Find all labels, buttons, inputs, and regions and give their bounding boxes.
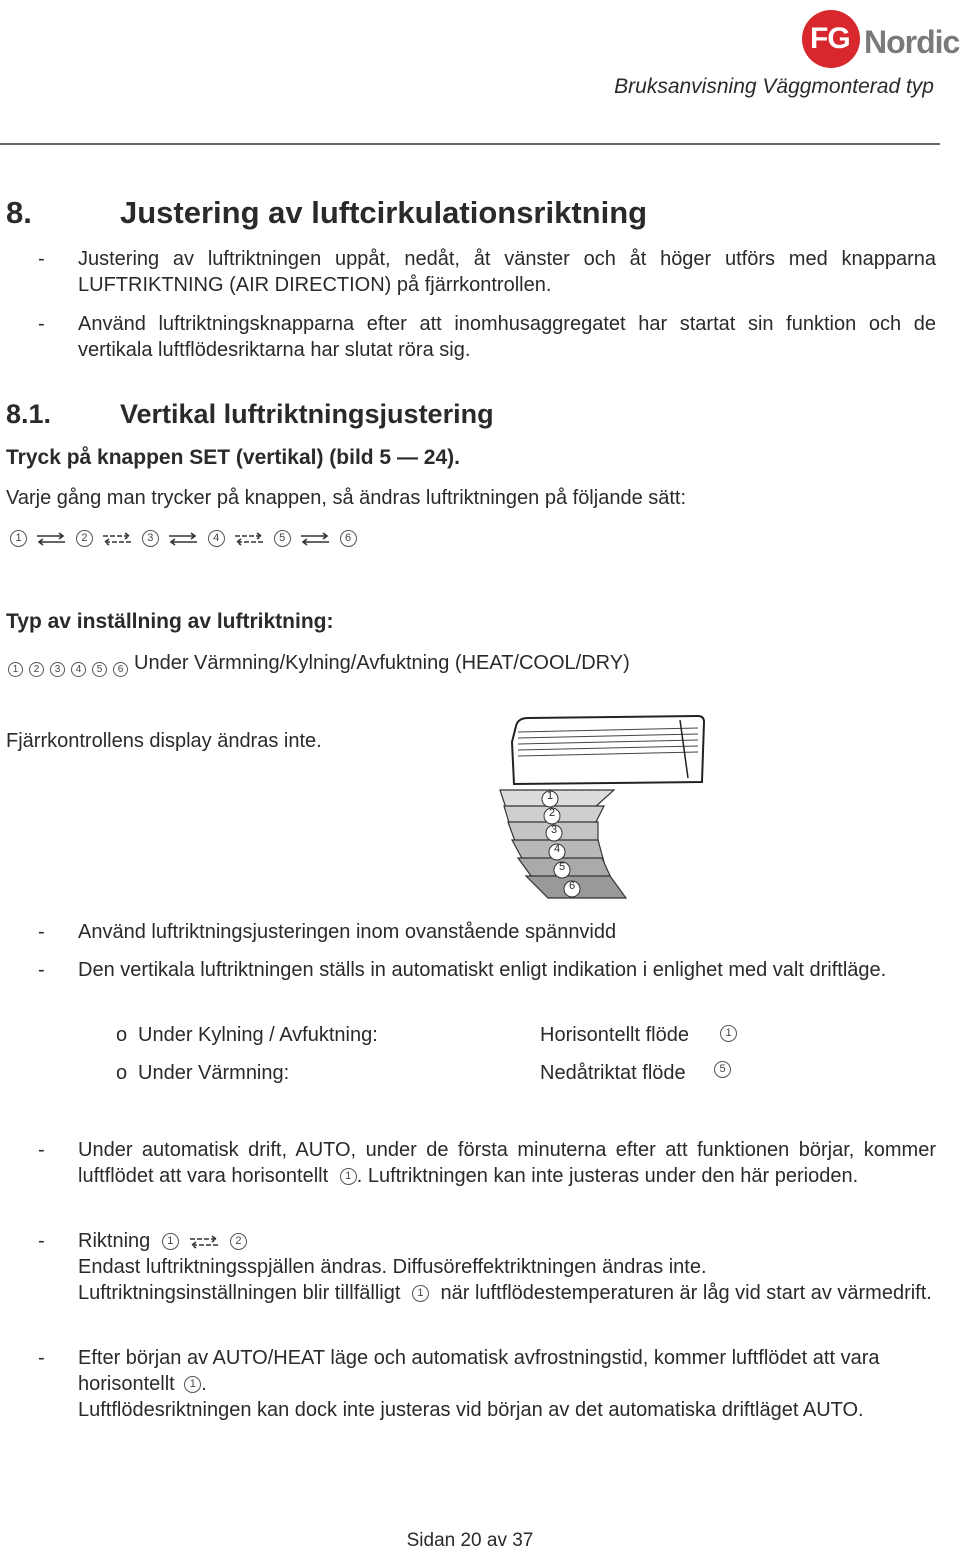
position-circle: 1 <box>720 1025 737 1042</box>
section-8-title: Justering av luftcirkulationsriktning <box>120 195 648 230</box>
mode-value: Horisontellt flöde <box>540 1024 689 1046</box>
heat-bullet <box>78 1345 918 1397</box>
position-circle: 6 <box>113 662 128 677</box>
position-circle: 1 <box>184 1376 201 1393</box>
position-circle: 6 <box>340 530 357 547</box>
position-circle: 3 <box>50 662 65 677</box>
mode-value: Nedåtriktat flöde <box>540 1062 686 1084</box>
display-note: Fjärrkontrollens display ändras inte. <box>6 730 322 752</box>
position-circle: 4 <box>71 662 86 677</box>
auto-text-2: . Luftriktningen kan inte justeras under den här perioden. <box>356 1165 859 1187</box>
position-circle: 4 <box>208 530 225 547</box>
swap-arrow-icon <box>167 532 199 546</box>
logo-circle <box>802 10 860 68</box>
position-circle: 1 <box>162 1233 179 1250</box>
position-circle: 2 <box>76 530 93 547</box>
position-circle: 2 <box>230 1233 247 1250</box>
bullet-dash: - <box>38 248 45 270</box>
heat-bullet-line-2: Luftflödesriktningen kan dock inte justeras vid början av det automatiska driftläget AUTO. <box>78 1399 864 1421</box>
direction-line-2 <box>78 1280 936 1306</box>
section-8-bullet-1: Justering av luftriktningen uppåt, nedåt, åt vänster och åt höger utförs med knapparna LUFTRIKTNING (AIR DIRECTION) på fjärrkontrollen. <box>78 248 936 296</box>
diagram-label: 5 <box>558 861 566 873</box>
position-circle: 2 <box>29 662 44 677</box>
position-circle: 3 <box>142 530 159 547</box>
logo-fg-text: FG <box>810 22 850 55</box>
auto-bullet <box>78 1137 936 1189</box>
section-8-number: 8. <box>6 195 32 230</box>
set-instruction: Tryck på knappen SET (vertikal) (bild 5 — 24). <box>6 446 460 469</box>
swap-arrow-icon <box>101 532 133 546</box>
position-circle: 1 <box>10 530 27 547</box>
direction-line-2a: Luftriktningsinställningen blir tillfälligt <box>78 1282 401 1304</box>
diagram-label: 4 <box>553 843 561 855</box>
direction-line-2b: när luftflödestemperaturen är låg vid start av värmedrift. <box>440 1282 932 1304</box>
direction-line-1: Endast luftriktningsspjällen ändras. Diffusöreffektriktningen ändras inte. <box>78 1256 707 1278</box>
page-number: Sidan 20 av 37 <box>406 1530 534 1551</box>
mode-label: Under Värmning: <box>138 1062 290 1084</box>
ac-unit-illustration <box>494 712 714 908</box>
position-circle: 5 <box>714 1061 731 1078</box>
header-subtitle: Bruksanvisning Väggmonterad typ <box>614 75 934 98</box>
diagram-label: 2 <box>548 807 556 819</box>
section-81-heading <box>6 399 906 430</box>
swap-arrow-icon <box>35 532 67 546</box>
direction-row <box>78 1228 247 1254</box>
heat-text-2: . <box>201 1373 207 1395</box>
position-circle: 5 <box>274 530 291 547</box>
diagram-label: 1 <box>546 790 554 802</box>
setting-text: Under Värmning/Kylning/Avfuktning (HEAT/COOL/DRY) <box>134 652 630 674</box>
logo <box>800 8 960 72</box>
ac-louver-diagram <box>494 712 714 908</box>
swap-arrow-icon <box>299 532 331 546</box>
heat-text-1: Efter början av AUTO/HEAT läge och automatisk avfrostningstid, kommer luftflödet att vara horisontellt <box>78 1347 880 1395</box>
position-circle: 1 <box>412 1285 429 1302</box>
section-81-title: Vertikal luftriktningsjustering <box>120 399 494 429</box>
section-8-heading <box>6 195 906 231</box>
setting-heading: Typ av inställning av luftriktning: <box>6 610 334 633</box>
header-rule <box>0 143 940 145</box>
bullet-dash: - <box>38 1230 45 1252</box>
bullet-dash: - <box>38 1347 45 1369</box>
direction-label: Riktning <box>78 1230 151 1252</box>
bullet-dash: - <box>38 313 45 335</box>
section-81-number: 8.1. <box>6 399 52 429</box>
bullet-dash: - <box>38 921 45 943</box>
section-8-bullet-2: Använd luftriktningsknapparna efter att inomhusaggregatet har startat sin funktion och de vertikala luftflödesriktarna har slutat röra sig. <box>78 313 936 361</box>
mode-mark: o <box>116 1024 128 1046</box>
logo-nordic-text: Nordic <box>864 24 960 60</box>
swap-arrow-icon <box>233 532 265 546</box>
auto-text-1: Under automatisk drift, AUTO, under de första minuterna efter att funktionen börjar, kommer luftflödet att vara horisontellt <box>78 1139 936 1187</box>
bullet-dash: - <box>38 1139 45 1161</box>
setting-row <box>8 650 630 682</box>
bullet-dash: - <box>38 959 45 981</box>
diagram-label: 3 <box>550 824 558 836</box>
position-circle: 1 <box>8 662 23 677</box>
position-sequence <box>10 530 357 552</box>
span-bullet-2: Den vertikala luftriktningen ställs in automatiskt enligt indikation i enlighet med valt driftläge. <box>78 959 887 981</box>
position-circle: 5 <box>92 662 107 677</box>
mode-row-heat <box>116 1060 816 1086</box>
mode-label: Under Kylning / Avfuktning: <box>138 1024 378 1046</box>
swap-arrow-icon <box>188 1235 220 1249</box>
position-circle: 1 <box>340 1168 357 1185</box>
mode-mark: o <box>116 1062 128 1084</box>
span-bullet-1: Använd luftriktningsjusteringen inom ovanstående spännvidd <box>78 921 617 943</box>
diagram-label: 6 <box>568 880 576 892</box>
mode-row-cool <box>116 1022 816 1048</box>
sequence-intro: Varje gång man trycker på knappen, så ändras luftriktningen på följande sätt: <box>6 487 687 509</box>
